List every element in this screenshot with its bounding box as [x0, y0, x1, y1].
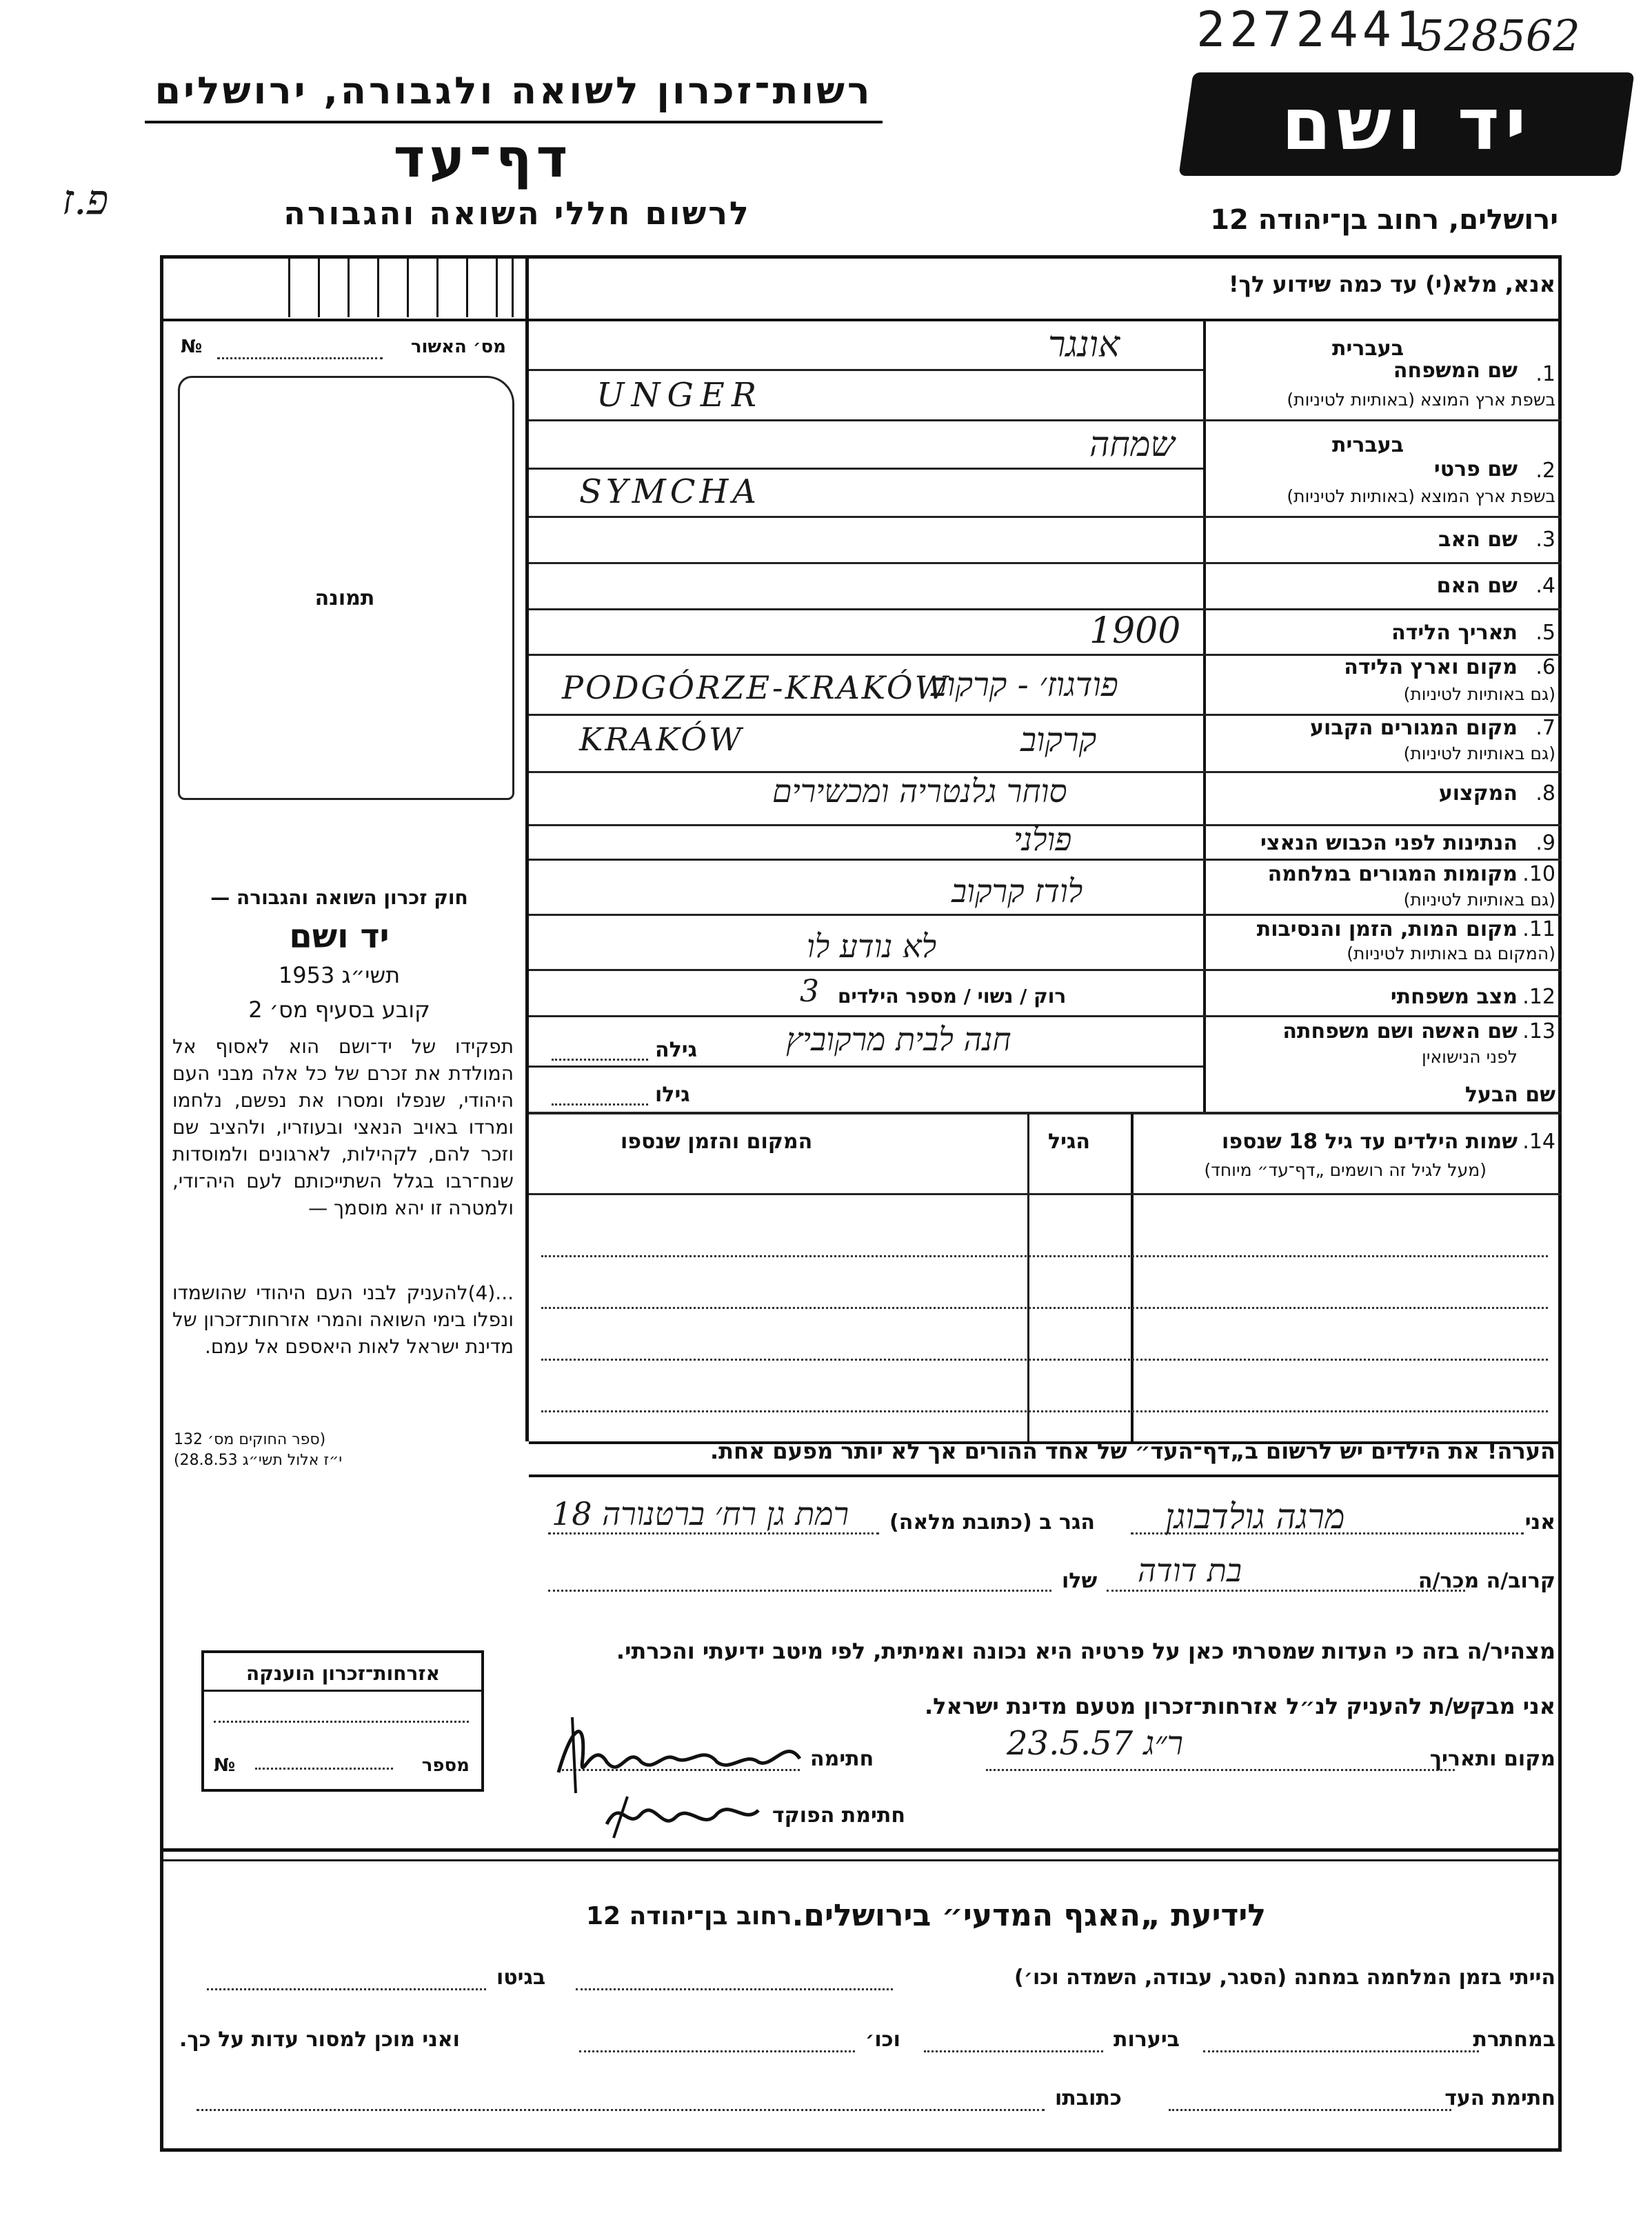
footer-title: לידיעת „האגף המדעי״ בירושלים.: [792, 1898, 1266, 1933]
f2-value-heb: שמחה: [1089, 424, 1175, 464]
f8-label: המקצוע: [1438, 781, 1518, 806]
id-boxes: [172, 259, 514, 317]
row-sep: [529, 369, 1203, 371]
f7-label: מקום המגורים הקבוע: [1310, 716, 1518, 740]
f12-label: מצב משפחתי: [1390, 985, 1518, 1009]
f11-value: לא נודע לו: [807, 928, 937, 965]
f6-label: מקום וארץ הלידה: [1344, 655, 1518, 679]
f1-value-heb: אונגר: [1048, 324, 1120, 366]
logo-text: יד ושם: [1281, 82, 1532, 166]
husband-label: שם הבעל: [1464, 1083, 1555, 1107]
footer-separator: [160, 1848, 1562, 1852]
children-row: [541, 1410, 1548, 1412]
declarant-i: אני: [1524, 1510, 1555, 1534]
row-sep: [529, 562, 1562, 564]
f7-value-lat: KRAKÓW: [579, 721, 744, 758]
f8-num: 8.: [1535, 781, 1555, 806]
children-row: [541, 1255, 1548, 1257]
row-sep: [529, 608, 1562, 610]
citizenship-dots-1: [214, 1721, 469, 1723]
f5-num: 5.: [1535, 621, 1555, 645]
f1-heb-label: בעברית: [1332, 337, 1404, 361]
f14-col-place: המקום והזמן שנספו: [621, 1130, 813, 1154]
f9-label: הנתינות לפני הכבוש הנאצי: [1260, 831, 1518, 855]
row-sep: [529, 1015, 1562, 1017]
f13-num: 13.: [1522, 1019, 1555, 1043]
husband-age-dots: [552, 1103, 648, 1106]
request-text: אני מבקש/ת להעניק לנ״ל אזרחות־זכרון מטעם מדינת ישראל.: [925, 1693, 1555, 1719]
husband-age-label: גילו: [655, 1083, 690, 1107]
relative-of: שלו: [1062, 1569, 1098, 1593]
f12-options: רוק / נשוי / מספר הילדים: [838, 985, 1067, 1008]
row-sep: [529, 1112, 1562, 1114]
law-name: יד ושם: [289, 917, 390, 956]
signature-label: חתימה: [810, 1747, 874, 1771]
relative-dots: [1107, 1590, 1465, 1592]
footer-witness-sig: חתימת העד: [1444, 2086, 1555, 2110]
f9-value: פולני: [1014, 821, 1072, 858]
officer-signature: [600, 1783, 765, 1845]
f1-value-lat: UNGER: [596, 376, 763, 414]
law-title: חוק זכרון השואה והגבורה —: [210, 886, 468, 909]
footer-witness-dots: [1169, 2109, 1451, 2111]
authority-name: רשות־זכרון לשואה ולגבורה, ירושלים: [154, 69, 873, 112]
f14-col-age: הגיל: [1048, 1130, 1090, 1154]
row-sep: [529, 969, 1562, 971]
footer-address-dots: [197, 2109, 1045, 2111]
f10-num: 10.: [1522, 862, 1555, 886]
officer-label: חתימת הפוקד: [772, 1803, 905, 1828]
footer-address-label: כתובתו: [1055, 2086, 1122, 2110]
law-ref: (ספר החוקים מס׳ 132: [174, 1431, 326, 1448]
footer-ghetto-dots: [207, 1988, 486, 1990]
footer-underground: במחתרת: [1473, 2028, 1555, 2052]
declarant-residing: הגר ב (כתובת מלאה): [889, 1510, 1096, 1534]
place-date-label: מקום ותאריך: [1429, 1747, 1555, 1771]
footer-line1-dots: [576, 1988, 893, 1990]
citizenship-sep: [203, 1690, 483, 1692]
law-clause: קובע בסעיף מס׳ 2: [248, 997, 430, 1023]
doc-number-handwritten: 528562: [1417, 10, 1580, 61]
footer-forests-dots: [924, 2050, 1103, 2052]
relative-of-dots: [548, 1590, 1051, 1592]
declarant-address: רמת גן רח׳ ברטנורה 18: [552, 1495, 849, 1532]
f3-num: 3.: [1535, 528, 1555, 552]
children-header-sep: [529, 1193, 1562, 1195]
f7-sub: (גם באותיות לטיניות): [1403, 743, 1555, 763]
row-sep: [529, 516, 1562, 518]
declaration-text: מצהיר/ה בזה כי העדות שמסרתי כאן על פרטיה היא נכונה ואמיתית, לפי מיטב ידיעתי והכרתי.: [616, 1638, 1555, 1664]
footer-ready: ואני מוכן למסור עדות על כך.: [179, 2028, 460, 2052]
f2-num: 2.: [1535, 459, 1555, 483]
f14-num: 14.: [1522, 1130, 1555, 1154]
authority-underline: [145, 121, 883, 123]
f8-value: סוחר גלנטריה ומכשירים: [772, 772, 1067, 810]
row-sep: [529, 914, 1562, 916]
margin-note: פ.ז: [62, 176, 109, 224]
children-col-sep: [1131, 1114, 1134, 1443]
f4-num: 4.: [1535, 574, 1555, 598]
note-underline: [529, 1474, 1562, 1477]
intro-divider: [160, 319, 1562, 321]
f4-label: שם האם: [1436, 574, 1518, 598]
footer-etc-dots: [579, 2050, 855, 2052]
declarant-address-dots: [548, 1532, 879, 1534]
f7-value-heb: קרקוב: [1020, 721, 1097, 759]
f1-num: 1.: [1535, 362, 1555, 386]
f14-label: שמות הילדים עד גיל 18 שנספו: [1222, 1130, 1518, 1154]
footer-line1: הייתי בזמן המלחמה במחנה (הסגר, עבודה, השמדה וכו׳): [1014, 1966, 1555, 1990]
f11-sub: (המקום גם באותיות לטיניות): [1347, 943, 1555, 963]
cert-no: №: [181, 337, 203, 357]
f12-num: 12.: [1522, 985, 1555, 1009]
f14-sub: (מעל לגיל זה רושמים „דף־עד״ מיוחד): [1204, 1160, 1487, 1180]
law-text-2: ...(4)להעניק לבני העם היהודי שהושמדו ונפלו בימי השואה והמרי אזרחות־זכרון של מדינת ישראל לאות היאספם אל עמם.: [172, 1281, 514, 1358]
citizenship-no: №: [214, 1755, 236, 1776]
footer-etc: וכו׳: [865, 2028, 900, 2052]
row-sep: [529, 859, 1562, 861]
citizenship-dots-2: [255, 1768, 393, 1770]
f6-value-heb: פודגוז׳ - קרקוב: [931, 666, 1118, 704]
f6-sub: (גם באותיות לטיניות): [1403, 684, 1555, 704]
f6-value-lat: PODGÓRZE-KRAKÓW: [562, 669, 949, 706]
f3-label: שם האב: [1438, 528, 1518, 552]
law-year: תשי״ג 1953: [278, 962, 401, 988]
place-date-dots: [986, 1769, 1455, 1771]
f2-sub: בשפת ארץ המוצא (באותיות לטיניות): [1287, 486, 1555, 506]
row-sep: [529, 419, 1562, 421]
f10-value: לודז קרקוב: [951, 872, 1083, 910]
footer-forests: ביערות: [1114, 2028, 1180, 2052]
footer-ghetto: בגיטו: [496, 1966, 546, 1990]
citizenship-title: אזרחות־זכרון הוענקה: [246, 1662, 440, 1685]
form-title: דף־עד: [393, 128, 572, 190]
cert-label: מס׳ האשור: [410, 337, 506, 357]
relative-value: בת דודה: [1138, 1552, 1242, 1589]
cert-dots: [217, 357, 383, 359]
f2-heb-label: בעברית: [1332, 433, 1404, 457]
declarant-name: מרגה גולדבוגן: [1165, 1497, 1345, 1537]
f11-num: 11.: [1522, 917, 1555, 941]
children-col-sep: [1027, 1114, 1029, 1443]
f1-sub: בשפת ארץ המוצא (באותיות לטיניות): [1287, 390, 1555, 410]
f1-label: שם המשפחה: [1393, 359, 1518, 383]
place-date-value: ר״ג 23.5.57: [1007, 1724, 1184, 1763]
children-note: הערה! את הילדים יש לרשום ב„דף־העד״ של אחד ההורים אך לא יותר מפעם אחת.: [709, 1438, 1555, 1464]
f10-sub: (גם באותיות לטיניות): [1403, 890, 1555, 910]
law-date: י״ז אלול תשי״ג 28.8.53): [174, 1452, 343, 1469]
row-sep: [529, 1066, 1203, 1068]
f10-label: מקומות המגורים במלחמה: [1267, 862, 1518, 886]
header-address: ירושלים, רחוב בן־יהודה 12: [1210, 204, 1558, 236]
f13-label: שם האשה ושם משפחתה: [1282, 1019, 1518, 1043]
f13-value: חנה לבית מרקוביץ: [786, 1021, 1011, 1058]
row-sep: [529, 468, 1203, 470]
f12-children: 3: [800, 974, 819, 1009]
form-subtitle: לרשום חללי השואה והגבורה: [283, 194, 751, 232]
f7-num: 7.: [1535, 716, 1555, 740]
sidebar-divider: [525, 255, 529, 1441]
footer-underground-dots: [1203, 2050, 1479, 2052]
doc-number: 2272441: [1196, 1, 1429, 58]
intro-text: אנא, מלא(י) עד כמה שידוע לך!: [1228, 271, 1555, 297]
photo-label: תמונה: [314, 586, 375, 610]
f9-num: 9.: [1535, 831, 1555, 855]
footer-separator-2: [160, 1859, 1562, 1861]
f13-age-label: גילה: [655, 1038, 697, 1062]
children-row: [541, 1359, 1548, 1361]
f11-label: מקום המות, הזמן והנסיבות: [1256, 917, 1518, 941]
f13-age-dots: [552, 1059, 648, 1061]
relative-label: קרוב/ה מכר/ה: [1418, 1569, 1555, 1593]
citizenship-number: מספר: [421, 1755, 470, 1776]
f2-label: שם פרטי: [1433, 457, 1518, 481]
yad-vashem-logo: [1178, 72, 1634, 176]
f5-value: 1900: [1089, 610, 1181, 652]
children-row: [541, 1307, 1548, 1309]
law-text: תפקידו של יד־ושם הוא לאסוף אל המולדת את זכרם של כל אלה מבני העם היהודי, שנפלו ומסרו את נפשם, נלחמו ומרדו באויב הנאצי ובעוזריו, ולהציב שם וזכר להם, לקהילות, לארגונים ולמוסדות שנח־רבו בגלל השתייכותם לעם היה־ודי, ולמטרה זו יהא מוסמך —: [172, 1035, 514, 1219]
f13-sub: לפני הנישואין: [1422, 1047, 1518, 1067]
footer-address: רחוב בן־יהודה 12: [586, 1902, 792, 1930]
f6-num: 6.: [1535, 655, 1555, 679]
f5-label: תאריך הלידה: [1391, 621, 1518, 645]
f2-value-lat: SYMCHA: [579, 472, 760, 511]
